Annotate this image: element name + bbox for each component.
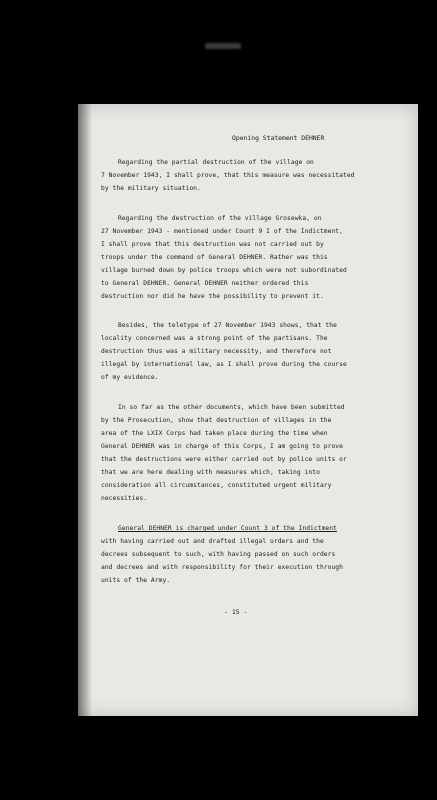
paragraph-2-line-5: village burned down by police troops which were not subordinated (101, 267, 347, 274)
document-header: Opening Statement DEHNER (232, 134, 325, 142)
paragraph-2-line-2: 27 November 1943 - mentioned under Count 9 I of the Indictment, (101, 228, 343, 235)
paragraph-4-line-3: area of the LXIX Corps had taken place during the time when (101, 430, 328, 437)
paragraph-5-line-4: and decrees and with responsibility for their execution through (101, 564, 343, 571)
paragraph-5-line-1: General DEHNER is charged under Count 3 of the Indictment (118, 525, 337, 532)
paragraph-1-line-3: by the military situation. (101, 185, 201, 192)
paragraph-3-line-4: illegal by international law, as I shall prove during the course (101, 361, 347, 368)
paragraph-5-line-2: with having carried out and drafted illegal orders and the (101, 538, 324, 545)
film-edge-mark (205, 43, 241, 49)
paragraph-5-line-5: units of the Army. (101, 577, 171, 584)
paragraph-3-line-5: of my evidence. (101, 374, 159, 381)
paragraph-3-line-2: locality concerned was a strong point of the partisans. The (101, 335, 328, 342)
paragraph-4-line-8: necessities. (101, 495, 148, 502)
paragraph-4-line-7: consideration all circumstances, constituted urgent military (101, 482, 332, 489)
paragraph-4-line-4: General DEHNER was in charge of this Corps, I am going to prove (101, 443, 343, 450)
page-number: - 15 - (224, 608, 248, 616)
paragraph-3-line-1: Besides, the teletype of 27 November 1943 shows, that the (118, 322, 337, 329)
paragraph-2-line-7: destruction nor did he have the possibility to prevent it. (101, 293, 324, 300)
page-binding-shadow (78, 104, 92, 716)
paragraph-4-line-6: that we are here dealing with measures which, taking into (101, 469, 320, 476)
paragraph-2-line-6: to General DEHNER. General DEHNER neither ordered this (101, 280, 309, 287)
paragraph-4-line-2: by the Prosecution, show that destruction of villages in the (101, 417, 332, 424)
paragraph-2-line-3: I shall prove that this destruction was not carried out by (101, 241, 324, 248)
paragraph-4-line-1: In so far as the other documents, which have been submitted (118, 404, 345, 411)
paragraph-2-line-1: Regarding the destruction of the village Grosewka, on (118, 215, 322, 222)
paragraph-3-line-3: destruction thus was a military necessity, and therefore not (101, 348, 332, 355)
paragraph-1-line-2: 7 November 1943, I shall prove, that this measure was necessitated (101, 172, 355, 179)
paragraph-5-line-3: decrees subsequent to such, with having passed on such orders (101, 551, 336, 558)
paragraph-1-line-1: Regarding the partial destruction of the village on (118, 159, 314, 166)
paragraph-4-line-5: that the destructions were either carried out by police units or (101, 456, 347, 463)
paragraph-2-line-4: troops under the command of General DEHNER. Rather was this (101, 254, 328, 261)
